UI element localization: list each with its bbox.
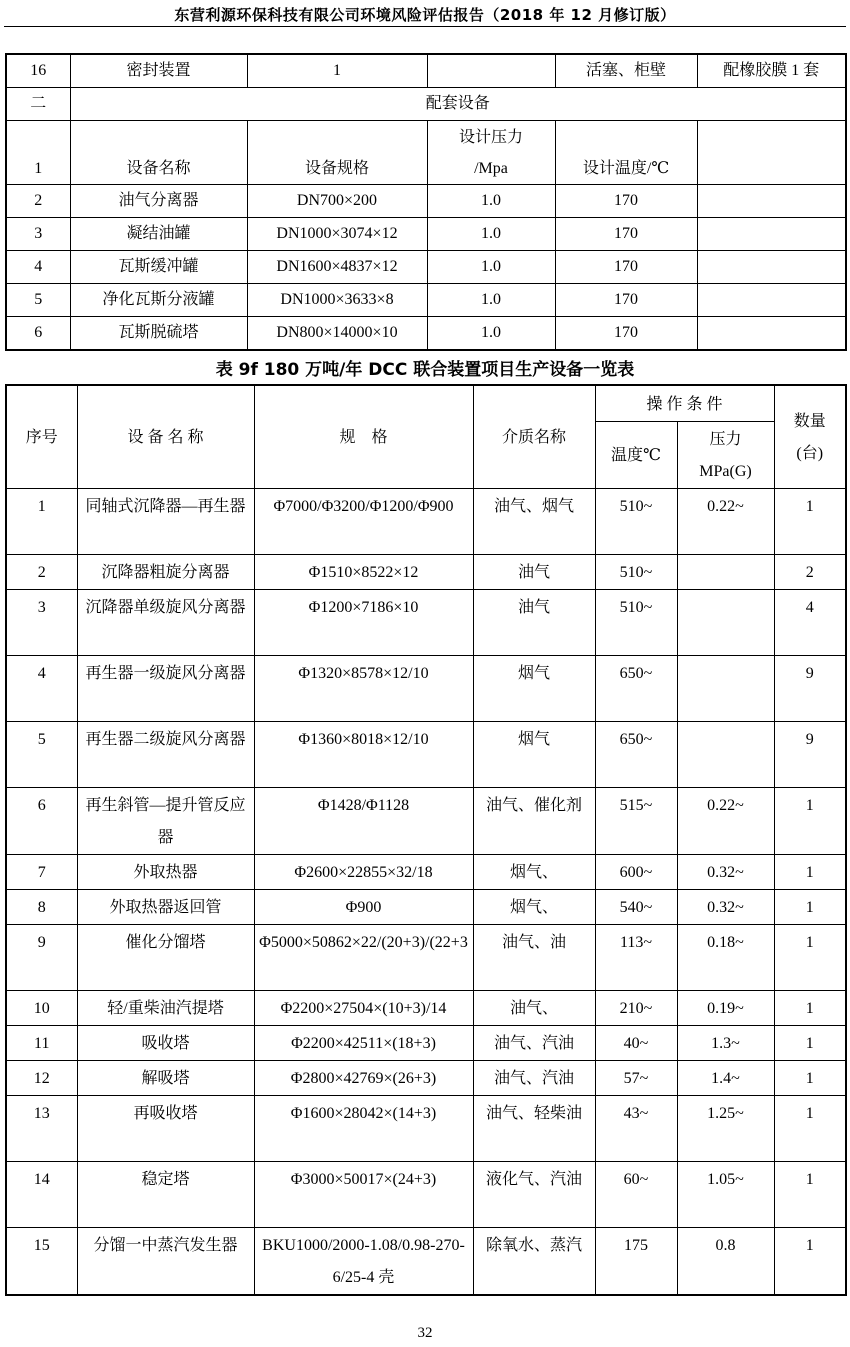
cell-medium: 油气 [473, 555, 595, 590]
cell-pressure: 1.0 [427, 251, 555, 284]
cell-spec: DN800×14000×10 [247, 317, 427, 351]
cell-press: 0.22~ [677, 788, 774, 855]
cell-num: 5 [6, 722, 77, 788]
cell-num: 13 [6, 1096, 77, 1162]
table-row [6, 218, 846, 251]
cell-num: 2 [6, 555, 77, 590]
cell-qty: 1 [774, 1162, 846, 1228]
cell-qty: 1 [774, 1061, 846, 1096]
cell-medium: 烟气、 [473, 855, 595, 890]
cell-name: 瓦斯缓冲罐 [70, 251, 247, 284]
header-note [697, 121, 846, 185]
cell-medium: 油气、汽油 [473, 1061, 595, 1096]
cell-num: 11 [6, 1026, 77, 1061]
cell-name: 外取热器 [77, 855, 254, 890]
cell-temp: 40~ [595, 1026, 677, 1061]
cell-qty: 9 [774, 722, 846, 788]
cell-spec: Φ1320×8578×12/10 [254, 656, 473, 722]
header-num: 序号 [6, 385, 77, 489]
cell-qty: 1 [774, 1228, 846, 1296]
cell-spec: BKU1000/2000-1.08/0.98-270-6/25-4 壳 [254, 1228, 473, 1296]
cell-temp: 510~ [595, 555, 677, 590]
cell-num: 9 [6, 925, 77, 991]
cell-medium: 油气、催化剂 [473, 788, 595, 855]
cell-pressure: 1.0 [427, 284, 555, 317]
cell-name: 外取热器返回管 [77, 890, 254, 925]
cell-num: 10 [6, 991, 77, 1026]
cell-spec: Φ1510×8522×12 [254, 555, 473, 590]
cell-temp: 515~ [595, 788, 677, 855]
cell-press: 1.3~ [677, 1026, 774, 1061]
cell-note: 配橡胶膜 1 套 [697, 54, 846, 88]
cell-medium: 油气、油 [473, 925, 595, 991]
header-qty: 数量 (台) [774, 385, 846, 489]
cell-note [697, 185, 846, 218]
cell-name: 再生斜管—提升管反应器 [77, 788, 254, 855]
cell-spec: Φ1600×28042×(14+3) [254, 1096, 473, 1162]
cell-note [697, 284, 846, 317]
section-row [6, 88, 846, 121]
cell-qty: 4 [774, 590, 846, 656]
table-row [6, 1096, 846, 1162]
header-temp: 设计温度/℃ [555, 121, 697, 185]
section-num: 二 [6, 88, 70, 121]
header-spec: 规 格 [254, 385, 473, 489]
cell-num: 1 [6, 489, 77, 555]
cell-medium: 油气、烟气 [473, 489, 595, 555]
table-row [6, 991, 846, 1026]
cell-temp: 活塞、柜壁 [555, 54, 697, 88]
cell-spec: Φ2200×42511×(18+3) [254, 1026, 473, 1061]
table-row [6, 555, 846, 590]
cell-name: 瓦斯脱硫塔 [70, 317, 247, 351]
header-medium: 介质名称 [473, 385, 595, 489]
report-header: 东营利源环保科技有限公司环境风险评估报告（2018 年 12 月修订版） [174, 6, 676, 24]
cell-qty: 1 [774, 788, 846, 855]
cell-num: 6 [6, 788, 77, 855]
cell-temp: 510~ [595, 489, 677, 555]
page-number: 32 [417, 1325, 433, 1341]
cell-medium: 油气、 [473, 991, 595, 1026]
cell-name: 油气分离器 [70, 185, 247, 218]
cell-pressure: 1.0 [427, 185, 555, 218]
table-row [6, 489, 846, 555]
table-row [6, 722, 846, 788]
cell-note [697, 317, 846, 351]
cell-pressure: 1.0 [427, 218, 555, 251]
cell-spec: Φ3000×50017×(24+3) [254, 1162, 473, 1228]
cell-spec: DN1000×3074×12 [247, 218, 427, 251]
cell-name: 再生器一级旋风分离器 [77, 656, 254, 722]
cell-temp: 210~ [595, 991, 677, 1026]
cell-temp: 175 [595, 1228, 677, 1296]
cell-spec: Φ1428/Φ1128 [254, 788, 473, 855]
cell-press: 1.4~ [677, 1061, 774, 1096]
table-row [6, 788, 846, 855]
cell-press: 0.32~ [677, 890, 774, 925]
cell-press: 0.18~ [677, 925, 774, 991]
cell-qty: 2 [774, 555, 846, 590]
cell-temp: 60~ [595, 1162, 677, 1228]
cell-num: 12 [6, 1061, 77, 1096]
cell-temp: 650~ [595, 722, 677, 788]
table-row [6, 890, 846, 925]
table-row [6, 1026, 846, 1061]
cell-temp: 57~ [595, 1061, 677, 1096]
cell-spec: Φ2800×42769×(26+3) [254, 1061, 473, 1096]
table-caption: 表 9f 180 万吨/年 DCC 联合装置项目生产设备一览表 [215, 360, 635, 380]
cell-name: 凝结油罐 [70, 218, 247, 251]
cell-spec: DN1600×4837×12 [247, 251, 427, 284]
cell-qty: 1 [774, 925, 846, 991]
cell-num: 15 [6, 1228, 77, 1296]
header-rule [4, 26, 846, 27]
cell-spec: Φ1360×8018×12/10 [254, 722, 473, 788]
header-name: 设备名称 [70, 121, 247, 185]
cell-spec: Φ2200×27504×(10+3)/14 [254, 991, 473, 1026]
cell-press [677, 656, 774, 722]
cell-num: 5 [6, 284, 70, 317]
cell-num: 6 [6, 317, 70, 351]
cell-num: 7 [6, 855, 77, 890]
cell-temp: 650~ [595, 656, 677, 722]
cell-medium: 油气、汽油 [473, 1026, 595, 1061]
table-row [6, 251, 846, 284]
header-num: 1 [6, 121, 70, 185]
cell-temp: 113~ [595, 925, 677, 991]
equipment-table-continued [5, 53, 847, 351]
table-header-row [6, 385, 846, 422]
cell-press [677, 722, 774, 788]
table-row [6, 317, 846, 351]
table-row [6, 1162, 846, 1228]
cell-medium: 烟气、 [473, 890, 595, 925]
cell-note [697, 251, 846, 284]
cell-pressure: 1.0 [427, 317, 555, 351]
cell-qty: 1 [774, 489, 846, 555]
cell-name: 沉降器单级旋风分离器 [77, 590, 254, 656]
cell-spec: DN1000×3633×8 [247, 284, 427, 317]
cell-press [677, 590, 774, 656]
cell-press: 0.8 [677, 1228, 774, 1296]
table-row [6, 1061, 846, 1096]
cell-name: 稳定塔 [77, 1162, 254, 1228]
cell-press: 1.25~ [677, 1096, 774, 1162]
cell-qty: 1 [774, 991, 846, 1026]
cell-num: 8 [6, 890, 77, 925]
cell-medium: 液化气、汽油 [473, 1162, 595, 1228]
cell-medium: 烟气 [473, 656, 595, 722]
header-spec: 设备规格 [247, 121, 427, 185]
cell-press: 0.22~ [677, 489, 774, 555]
cell-qty: 1 [774, 855, 846, 890]
table-row [6, 855, 846, 890]
table-header-row [6, 121, 846, 185]
cell-name: 再生器二级旋风分离器 [77, 722, 254, 788]
cell-spec: Φ5000×50862×22/(20+3)/(22+3 [254, 925, 473, 991]
cell-name: 轻/重柴油汽提塔 [77, 991, 254, 1026]
cell-spec: DN700×200 [247, 185, 427, 218]
cell-medium: 烟气 [473, 722, 595, 788]
table-row [6, 185, 846, 218]
cell-name: 分馏一中蒸汽发生器 [77, 1228, 254, 1296]
cell-press: 0.19~ [677, 991, 774, 1026]
cell-temp: 510~ [595, 590, 677, 656]
cell-temp: 170 [555, 284, 697, 317]
cell-press: 0.32~ [677, 855, 774, 890]
dcc-equipment-table [5, 384, 847, 1296]
header-pressure: 设计压力 /Mpa [427, 121, 555, 185]
cell-qty: 9 [774, 656, 846, 722]
cell-temp: 170 [555, 218, 697, 251]
cell-spec: Φ1200×7186×10 [254, 590, 473, 656]
cell-pressure [427, 54, 555, 88]
table-row [6, 1228, 846, 1296]
cell-name: 密封装置 [70, 54, 247, 88]
table-row [6, 925, 846, 991]
cell-spec: 1 [247, 54, 427, 88]
cell-medium: 油气 [473, 590, 595, 656]
cell-num: 2 [6, 185, 70, 218]
cell-name: 同轴式沉降器—再生器 [77, 489, 254, 555]
cell-temp: 170 [555, 317, 697, 351]
cell-note [697, 218, 846, 251]
cell-name: 催化分馏塔 [77, 925, 254, 991]
cell-qty: 1 [774, 1096, 846, 1162]
cell-temp: 600~ [595, 855, 677, 890]
table-row [6, 284, 846, 317]
cell-medium: 除氧水、蒸汽 [473, 1228, 595, 1296]
header-pressure: 压力 MPa(G) [677, 422, 774, 489]
cell-qty: 1 [774, 890, 846, 925]
cell-press [677, 555, 774, 590]
cell-temp: 170 [555, 251, 697, 284]
cell-temp: 43~ [595, 1096, 677, 1162]
cell-num: 14 [6, 1162, 77, 1228]
cell-name: 解吸塔 [77, 1061, 254, 1096]
header-operating-conditions: 操 作 条 件 [595, 385, 774, 422]
cell-spec: Φ900 [254, 890, 473, 925]
table-row [6, 54, 846, 88]
cell-spec: Φ7000/Φ3200/Φ1200/Φ900 [254, 489, 473, 555]
cell-qty: 1 [774, 1026, 846, 1061]
cell-name: 净化瓦斯分液罐 [70, 284, 247, 317]
cell-name: 再吸收塔 [77, 1096, 254, 1162]
cell-num: 16 [6, 54, 70, 88]
header-name: 设 备 名 称 [77, 385, 254, 489]
cell-spec: Φ2600×22855×32/18 [254, 855, 473, 890]
cell-name: 吸收塔 [77, 1026, 254, 1061]
cell-num: 4 [6, 251, 70, 284]
table-row [6, 656, 846, 722]
header-temp: 温度℃ [595, 422, 677, 489]
cell-name: 沉降器粗旋分离器 [77, 555, 254, 590]
section-label: 配套设备 [70, 88, 846, 121]
cell-press: 1.05~ [677, 1162, 774, 1228]
cell-num: 3 [6, 590, 77, 656]
cell-medium: 油气、轻柴油 [473, 1096, 595, 1162]
cell-temp: 170 [555, 185, 697, 218]
cell-num: 3 [6, 218, 70, 251]
cell-temp: 540~ [595, 890, 677, 925]
cell-num: 4 [6, 656, 77, 722]
table-row [6, 590, 846, 656]
